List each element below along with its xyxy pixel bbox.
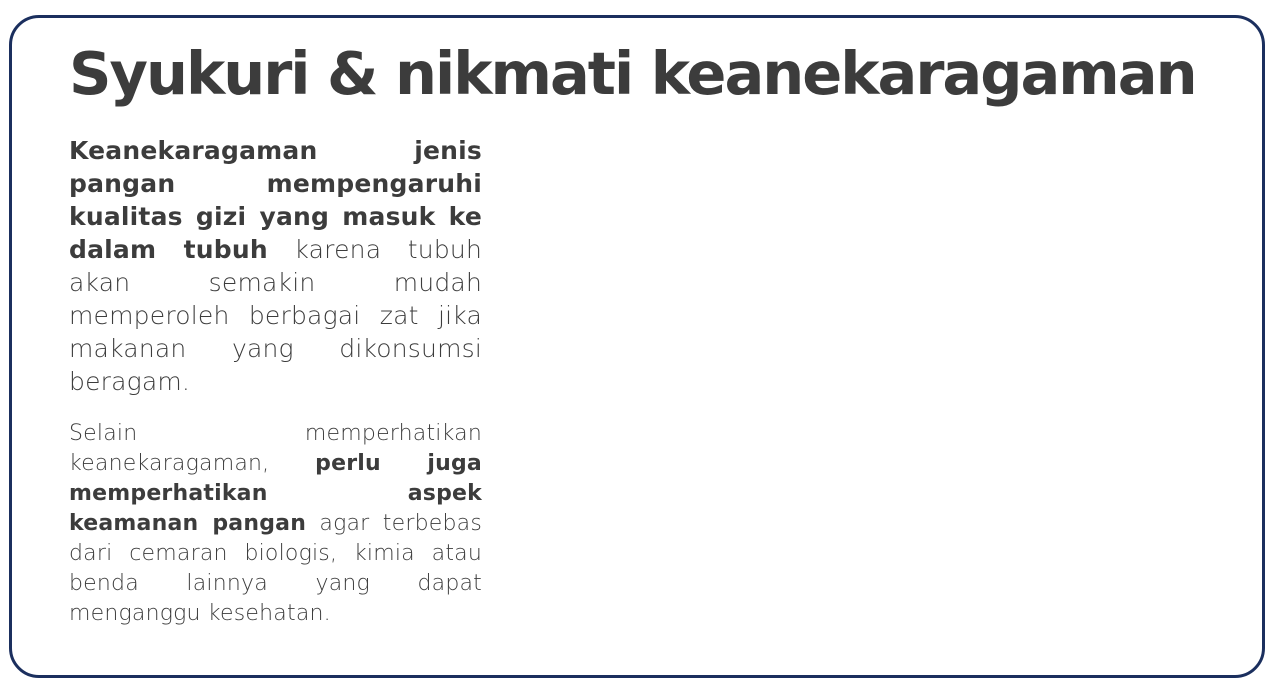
paragraph-diversity-bold: Keanekaragaman jenis pangan mempengaruhi kualitas gizi yang masuk ke dalam tubuh (69, 136, 482, 264)
paragraph-food-safety-bold: perlu juga memperhatikan aspek keamanan pangan (69, 451, 482, 536)
paragraph-diversity (69, 134, 482, 398)
paragraph-food-safety-end: agar terbebas dari cemaran biologis, kimia atau benda lainnya yang dapat menganggu kesehatan. (69, 511, 482, 626)
text-column (69, 134, 482, 629)
paragraph-food-safety (69, 419, 482, 629)
content-card (9, 15, 1265, 678)
paragraph-food-safety-start: Selain memperhatikan keanekaragaman, (69, 421, 482, 476)
page-title: Syukuri & nikmati keanekaragaman (69, 39, 1196, 108)
paragraph-diversity-regular: karena tubuh akan semakin mudah memperoleh berbagai zat jika makanan yang dikonsumsi beragam. (69, 235, 482, 396)
